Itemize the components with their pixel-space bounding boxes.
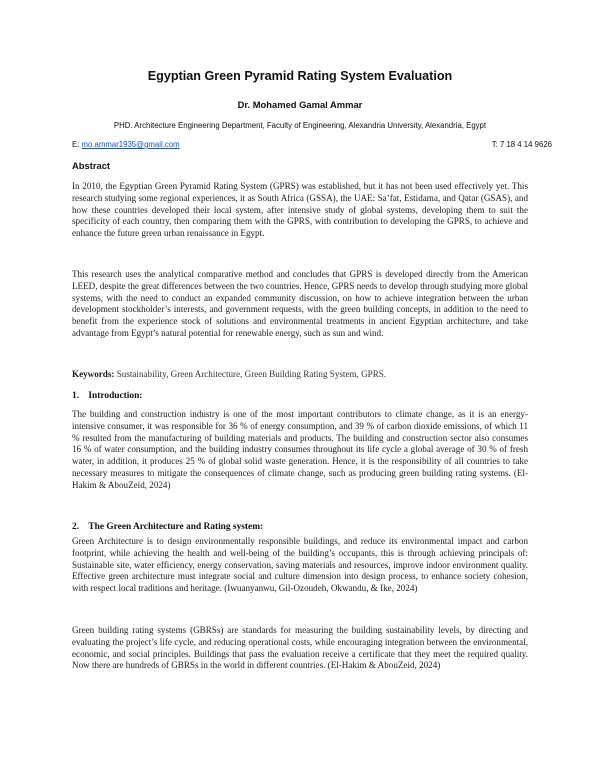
abstract-paragraph-2: This research uses the analytical comparative method and concludes that GPRS is developed directly from the American LEED, despite the great differences between the two countries. Hence, GPRS needs to develop through studying more global systems, with the need to conduct an expanded community discussion, on how to achieve integration between the urban development stockholder’s interests, and government requests, with the green building concepts, in addition to the need to benefit from the experience stock of solutions and environmental treatments in ancient Egyptian architecture, and take advantage from Egypt’s natural potential for renewable energy, such as sun and wind. — [72, 269, 528, 338]
keywords-label: Keywords: — [72, 369, 115, 379]
section-1-paragraph-1: The building and construction industry is one of the most important contributors to climate change, as it is an energy-intensive consumer, it was responsible for 36 % of energy consumption, and 39 % of carbon dioxide emissions, of which 11 % resulted from the manufacturing of building materials and products. The building and construction sector also consumes 16 % of water consumption, and the building industry consumes throughout its life cycle a global average of 30 % of fresh water, in addition, it produces 25 % of global solid waste generation. Hence, it is the responsibility of all countries to take necessary measures to mitigate the consequences of climate change, such as producing green building rating systems. (El-Hakim & AbouZeid, 2024) — [72, 409, 528, 490]
section-2-paragraph-1: Green Architecture is to design environmentally responsible buildings, and reduce its environmental impact and carbon footprint, while achieving the health and well-being of the building’s occupants, this is through achieving principals of: Sustainable site, water efficiency, energy conservation, saving materials and resources, improve indoor environment quality. Effective green architecture must integrate social and culture dimension into design process, to enhance society cohesion, with respect local traditions and heritage. (Iwuanyanwu, Gil-Ozoudeh, Okwandu, & Ike, 2024) — [72, 536, 528, 594]
telephone: T: 7 18 4 14 9626 — [491, 140, 552, 149]
email-link[interactable]: mo.ammar1935@gmail.com — [81, 140, 180, 149]
author-name: Dr. Mohamed Gamal Ammar — [237, 99, 363, 110]
keywords — [72, 369, 528, 381]
section-1-heading: 1. Introduction: — [72, 391, 143, 401]
author-affiliation: PHD. Architecture Engineering Department, Faculty of Engineering, Alexandria University, Alexandria, Egypt — [113, 121, 487, 130]
email-label: E: — [72, 140, 80, 149]
keywords-text: Sustainability, Green Architecture, Green Building Rating System, GPRS. — [114, 369, 387, 379]
contact-row — [72, 140, 552, 149]
section-2-paragraph-2: Green building rating systems (GBRSs) are standards for measuring the building sustainability levels, by directing and evaluating the project’s life cycle, and reducing operational costs, while encouraging integration between the environmental, economic, and social principles. Buildings that pass the evaluation receive a certificate that they meet the required quality. Now there are hundreds of GBRSs in the world in different countries. (El-Hakim & AbouZeid, 2024) — [72, 625, 528, 671]
abstract-heading: Abstract — [72, 160, 111, 171]
paper-title: Egyptian Green Pyramid Rating System Evaluation — [147, 69, 453, 83]
abstract-paragraph-1: In 2010, the Egyptian Green Pyramid Rating System (GPRS) was established, but it has not been used effectively yet. This research studying some regional experiences, it as South Africa (GSSA), the UAE: Sa’fat, Estidama, and Qatar (GSAS), and how these countries developed their local system, after intensive study of global systems, developing them to suit the specificity of each country, then comparing them with the GPRS, with contribution to developing the GPRS, to achieve and enhance the future green urban renaissance in Egypt. — [72, 181, 528, 239]
section-2-heading: 2. The Green Architecture and Rating system: — [72, 522, 264, 532]
